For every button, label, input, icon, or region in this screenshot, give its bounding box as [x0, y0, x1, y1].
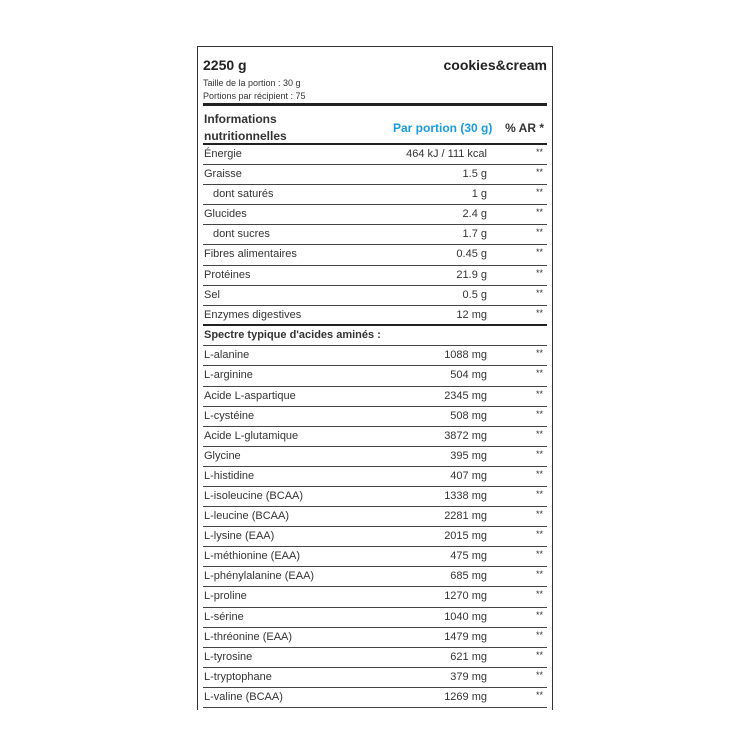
column-label-line2: nutritionnelles	[204, 129, 287, 143]
row-value: 3872 mg	[444, 429, 487, 442]
row-label: L-tryptophane	[204, 670, 272, 683]
row-ar: **	[535, 489, 543, 499]
table-row	[203, 245, 547, 265]
row-label: Protéines	[204, 268, 251, 281]
row-label: L-valine (BCAA)	[204, 690, 283, 703]
table-row	[203, 608, 547, 628]
table-row	[203, 567, 547, 587]
row-label: dont sucres	[213, 228, 270, 241]
row-label: L-arginine	[204, 369, 253, 382]
row-value: 379 mg	[450, 670, 487, 683]
table-row	[203, 527, 547, 547]
product-flavor: cookies&cream	[443, 57, 547, 73]
nutrition-facts-panel	[197, 46, 553, 710]
row-ar: **	[535, 187, 543, 198]
row-value: 508 mg	[450, 409, 487, 422]
row-value: 504 mg	[450, 369, 487, 382]
row-ar: **	[535, 509, 543, 520]
row-value: 2345 mg	[444, 389, 487, 402]
row-ar: **	[535, 227, 543, 238]
row-label: Enzymes digestives	[204, 308, 302, 321]
row-label: Sel	[204, 288, 220, 301]
row-label: L-thréonine (EAA)	[204, 630, 293, 643]
row-label: L-tyrosine	[204, 650, 253, 663]
row-label: Graisse	[204, 168, 242, 181]
row-label: Fibres alimentaires	[204, 248, 297, 261]
row-value: 1338 mg	[444, 490, 487, 502]
table-row	[203, 587, 547, 607]
row-ar: **	[535, 589, 543, 600]
row-label: Acide L-glutamique	[204, 429, 299, 442]
row-value: 1040 mg	[444, 610, 487, 623]
row-label: Glucides	[204, 208, 247, 221]
servings-per-container: Portions par récipient : 75	[203, 91, 306, 101]
row-ar: **	[535, 689, 543, 700]
row-ar: **	[535, 549, 543, 560]
table-row	[203, 487, 547, 507]
row-ar: **	[535, 368, 543, 379]
nutrition-header	[203, 47, 547, 103]
row-ar: **	[535, 468, 543, 479]
serving-size: Taille de la portion : 30 g	[203, 78, 301, 88]
row-value: 2.4 g	[462, 208, 487, 221]
column-label	[204, 111, 287, 145]
row-value: 1479 mg	[444, 630, 487, 643]
table-row	[203, 185, 547, 205]
column-label-line1: Informations	[204, 112, 277, 126]
table-row	[203, 407, 547, 427]
amino-section-label: Spectre typique d'acides aminés :	[204, 328, 381, 341]
row-label: L-isoleucine (BCAA)	[204, 490, 304, 502]
row-ar: **	[535, 629, 543, 640]
column-ar: % AR *	[505, 121, 544, 135]
row-label: Glycine	[204, 449, 241, 462]
nutrient-table	[203, 145, 547, 326]
table-row	[203, 648, 547, 668]
row-ar: **	[535, 408, 543, 419]
row-value: 0.5 g	[462, 288, 487, 301]
row-label: L-lysine (EAA)	[204, 530, 275, 543]
row-ar: **	[535, 649, 543, 660]
row-label: L-phénylalanine (EAA)	[204, 570, 315, 583]
row-value: 475 mg	[450, 550, 487, 563]
row-ar: **	[535, 669, 543, 680]
row-value: 2281 mg	[444, 510, 487, 523]
row-value: 621 mg	[450, 650, 487, 663]
row-value: 464 kJ / 111 kcal	[406, 148, 487, 160]
table-row	[203, 366, 547, 386]
row-label: L-proline	[204, 590, 247, 603]
table-row	[203, 427, 547, 447]
row-ar: **	[535, 287, 543, 298]
row-value: 395 mg	[450, 449, 487, 462]
row-value: 685 mg	[450, 570, 487, 583]
amino-section-title	[203, 326, 547, 347]
row-ar: **	[535, 609, 543, 620]
row-value: 21.9 g	[456, 268, 487, 281]
table-row	[203, 205, 547, 225]
row-ar: **	[535, 207, 543, 218]
column-header	[203, 106, 547, 143]
row-ar: **	[535, 448, 543, 459]
row-value: 2015 mg	[444, 530, 487, 543]
row-value: 1 g	[471, 188, 487, 201]
row-ar: **	[535, 569, 543, 580]
table-row	[203, 306, 547, 326]
row-label: L-alanine	[204, 349, 250, 362]
column-per-portion: Par portion (30 g)	[393, 121, 493, 135]
table-row	[203, 165, 547, 185]
row-label: L-histidine	[204, 469, 255, 482]
table-row	[203, 688, 547, 708]
product-weight: 2250 g	[203, 57, 247, 73]
row-ar: **	[535, 267, 543, 278]
table-row	[203, 467, 547, 487]
row-value: 1270 mg	[444, 590, 487, 603]
table-row	[203, 547, 547, 567]
table-row	[203, 225, 547, 245]
table-row	[203, 387, 547, 407]
row-value: 1.7 g	[462, 228, 487, 241]
row-value: 1088 mg	[444, 349, 487, 362]
amino-table	[203, 346, 547, 708]
table-row	[203, 507, 547, 527]
row-label: L-sérine	[204, 610, 244, 623]
row-value: 12 mg	[456, 308, 487, 321]
row-ar: **	[535, 428, 543, 439]
row-ar: **	[535, 388, 543, 399]
row-value: 1269 mg	[444, 690, 487, 703]
table-row	[203, 145, 547, 165]
row-label: L-méthionine (EAA)	[204, 550, 300, 563]
table-row	[203, 266, 547, 286]
row-label: L-cystéine	[204, 409, 255, 422]
row-ar: **	[535, 167, 543, 178]
row-label: Acide L-aspartique	[204, 389, 296, 402]
row-value: 1.5 g	[462, 168, 487, 181]
table-row	[203, 447, 547, 467]
row-label: L-leucine (BCAA)	[204, 510, 289, 523]
row-ar: **	[535, 147, 543, 157]
row-ar: **	[535, 307, 543, 318]
row-value: 407 mg	[450, 469, 487, 482]
row-ar: **	[535, 529, 543, 540]
row-label: Énergie	[204, 148, 242, 160]
table-row	[203, 286, 547, 306]
table-row	[203, 668, 547, 688]
row-value: 0.45 g	[456, 248, 487, 261]
row-ar: **	[535, 348, 543, 359]
table-row	[203, 628, 547, 648]
table-row	[203, 346, 547, 366]
row-ar: **	[535, 247, 543, 258]
row-label: dont saturés	[213, 188, 274, 201]
